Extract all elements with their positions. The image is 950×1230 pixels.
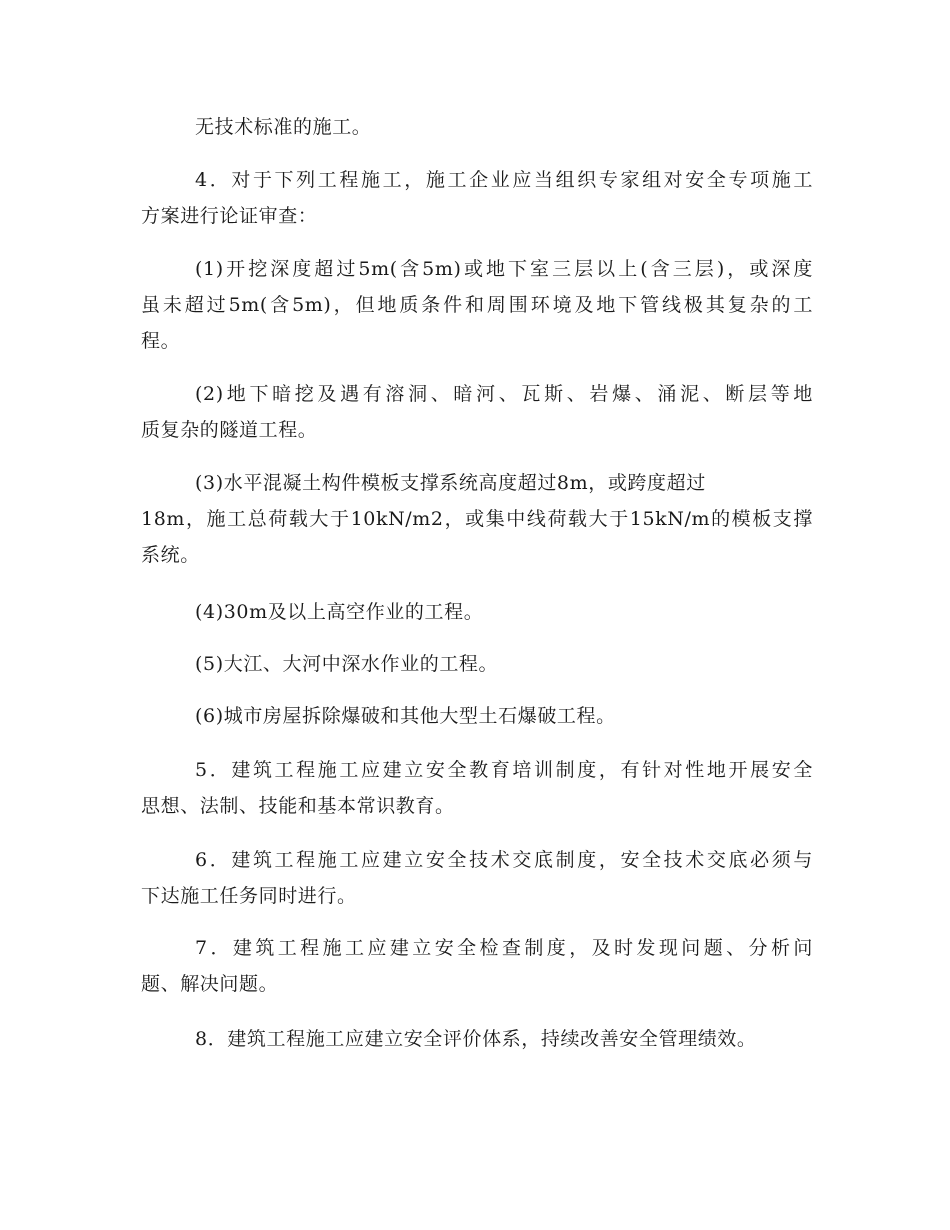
text-line: 虽未超过5m(含5m)，但地质条件和周围环境及地下管线极其复杂的工 [141,294,813,316]
paragraph-subitem-4 [141,594,813,630]
text-line: (5)大江、大河中深水作业的工程。 [195,653,499,675]
paragraph-subitem-1 [141,251,813,359]
paragraph-item-7 [141,930,813,1002]
paragraph-item-5 [141,752,813,824]
text-line: 5．建筑工程施工应建立安全教育培训制度，有针对性地开展安全 [195,759,813,781]
paragraph-item-8 [141,1021,813,1057]
paragraph-subitem-6 [141,698,813,734]
paragraph-continuation [141,109,813,145]
text-line: 题、解决问题。 [141,973,279,995]
text-line: 7．建筑工程施工应建立安全检查制度，及时发现问题、分析问 [195,937,813,959]
text-line: 4．对于下列工程施工，施工企业应当组织专家组对安全专项施工 [195,169,813,191]
text-line: (2)地下暗挖及遇有溶洞、暗河、瓦斯、岩爆、涌泥、断层等地 [195,383,813,405]
text-line: (1)开挖深度超过5m(含5m)或地下室三层以上(含三层)，或深度 [195,258,813,280]
text-line: 8．建筑工程施工应建立安全评价体系，持续改善安全管理绩效。 [195,1028,757,1050]
text-line: 程。 [141,330,181,352]
text-line: 6．建筑工程施工应建立安全技术交底制度，安全技术交底必须与 [195,849,813,871]
text-line: 下达施工任务同时进行。 [141,885,357,907]
text-line: 思想、法制、技能和基本常识教育。 [141,795,455,817]
paragraph-item-6 [141,842,813,914]
paragraph-subitem-5 [141,646,813,682]
text-line: 无技术标准的施工。 [195,116,372,138]
text-line: (4)30m及以上高空作业的工程。 [195,601,484,623]
text-line: (6)城市房屋拆除爆破和其他大型土石爆破工程。 [195,705,616,727]
text-line: (3)水平混凝土构件模板支撑系统高度超过8m，或跨度超过 [195,472,706,494]
text-line: 质复杂的隧道工程。 [141,419,318,441]
paragraph-subitem-2 [141,376,813,448]
paragraph-subitem-3 [141,465,813,573]
text-line: 18m，施工总荷载大于10kN/m2，或集中线荷载大于15kN/m的模板支撑 [141,508,813,530]
paragraph-item-4 [141,162,813,234]
text-line: 方案进行论证审查： [141,205,318,227]
text-line: 系统。 [141,544,200,566]
